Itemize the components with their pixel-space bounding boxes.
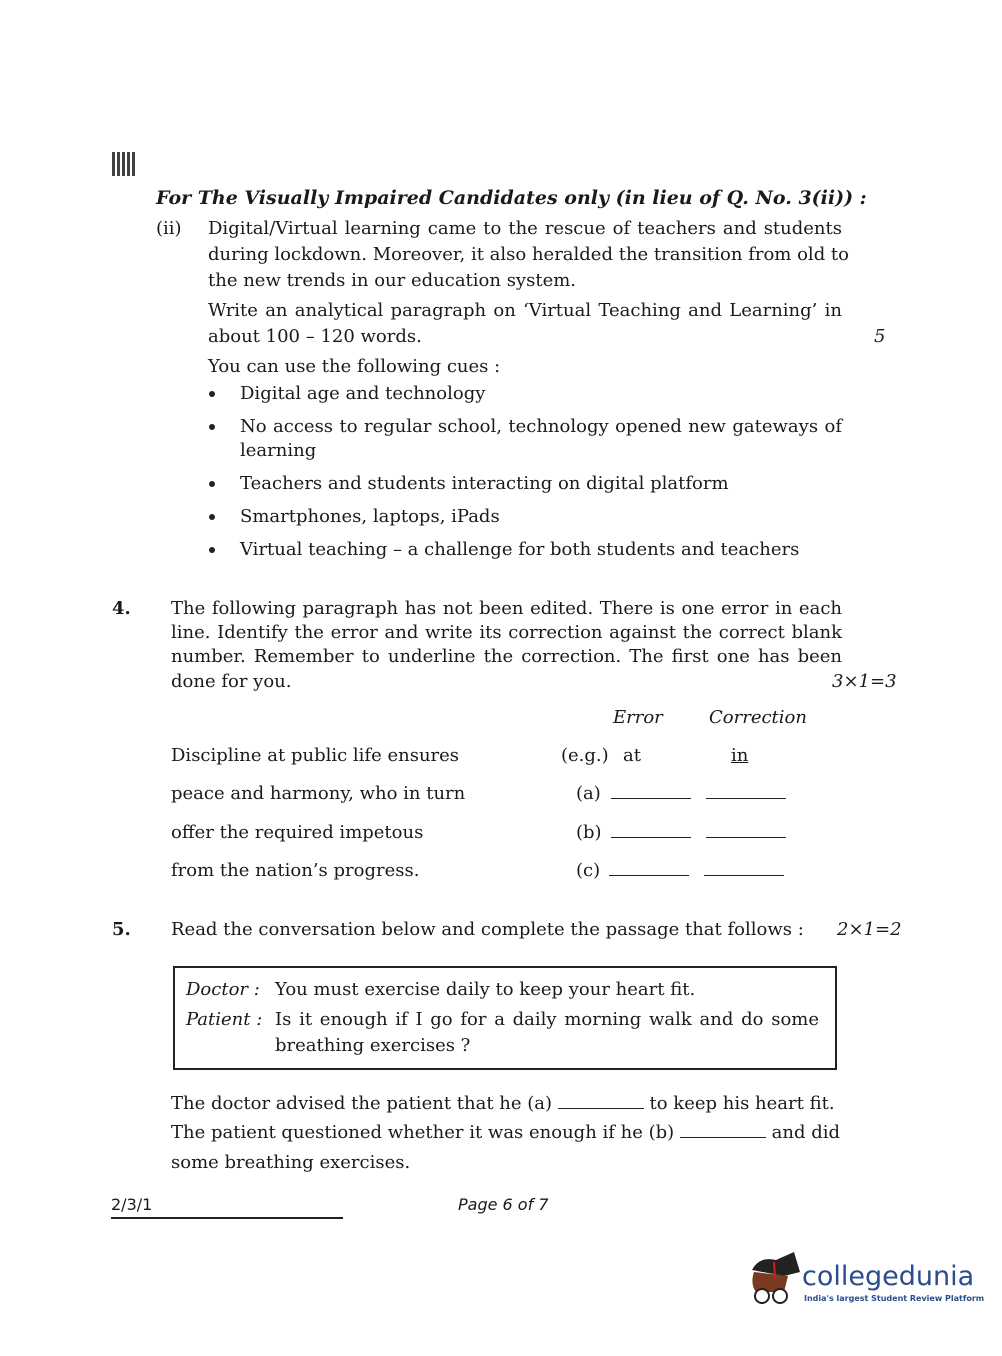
passage-text: The patient questioned whether it was enough if he (b) (171, 1122, 675, 1143)
footer-rule (111, 1217, 343, 1219)
passage-text: and did (771, 1122, 841, 1143)
bullet-icon (209, 547, 215, 553)
patient-label: Patient : (186, 1009, 263, 1030)
q3-line: the new trends in our education system. (208, 270, 577, 291)
correction-blank-a[interactable] (706, 784, 786, 799)
passage-line (171, 1093, 835, 1115)
paper-code: 2/3/1 (111, 1195, 153, 1214)
q3-task: about 100 – 120 words. (208, 326, 422, 347)
col-error: Error (613, 707, 663, 728)
error-blank-b[interactable] (611, 823, 691, 838)
doctor-label: Doctor : (186, 979, 260, 1000)
bullet-icon (209, 481, 215, 487)
q3-marks: 5 (874, 326, 886, 347)
passage-line: some breathing exercises. (171, 1152, 411, 1173)
bullet-icon (209, 514, 215, 520)
q5-intro: Read the conversation below and complete the passage that follows : (171, 919, 804, 940)
example-error: at (623, 745, 641, 766)
page-number: Page 6 of 7 (458, 1195, 549, 1214)
q4-line: line. Identify the error and write its correction against the correct blank (171, 622, 842, 643)
qr-code-icon (112, 152, 136, 176)
passage-text: to keep his heart fit. (649, 1093, 835, 1114)
cue-item: Virtual teaching – a challenge for both students and teachers (240, 539, 800, 560)
error-blank-a[interactable] (611, 784, 691, 799)
q4-marks: 3×1=3 (832, 671, 897, 692)
q4-line: The following paragraph has not been edited. There is one error in each (171, 598, 842, 619)
q3-line: during lockdown. Moreover, it also heralded the transition from old to (208, 244, 850, 265)
mascot-icon (744, 1250, 802, 1310)
blank-a[interactable] (558, 1094, 644, 1109)
q3-line: Digital/Virtual learning came to the rescue of teachers and students (208, 218, 842, 239)
error-blank-c[interactable] (609, 861, 689, 876)
example-correction: in (731, 745, 749, 766)
para-line: from the nation’s progress. (171, 860, 420, 881)
blank-b[interactable] (680, 1123, 766, 1138)
col-correction: Correction (709, 707, 807, 728)
q5-marks: 2×1=2 (837, 919, 902, 940)
para-line: peace and harmony, who in turn (171, 783, 466, 804)
doctor-line: You must exercise daily to keep your heart fit. (275, 979, 696, 1000)
correction-blank-b[interactable] (706, 823, 786, 838)
q5-number: 5. (112, 919, 131, 940)
row-label: (c) (576, 860, 601, 881)
passage-line (171, 1122, 840, 1144)
correction-blank-c[interactable] (704, 861, 784, 876)
logo-text: collegedunia (802, 1261, 975, 1292)
q3-task: Write an analytical paragraph on ‘Virtual Teaching and Learning’ in (208, 300, 842, 321)
para-line: offer the required impetous (171, 822, 424, 843)
collegedunia-logo (744, 1250, 985, 1310)
cue-item: Smartphones, laptops, iPads (240, 506, 500, 527)
q3-cue-intro: You can use the following cues : (208, 356, 501, 377)
para-line: Discipline at public life ensures (171, 745, 460, 766)
bullet-icon (209, 424, 215, 430)
row-label: (b) (576, 822, 602, 843)
patient-line: breathing exercises ? (275, 1035, 471, 1056)
q4-number: 4. (112, 598, 131, 619)
logo-tagline: India's largest Student Review Platform (804, 1294, 985, 1303)
q4-line: number. Remember to underline the correction. The first one has been (171, 646, 842, 667)
vi-heading: For The Visually Impaired Candidates only (in lieu of Q. No. 3(ii)) : (156, 187, 867, 209)
cue-item: Digital age and technology (240, 383, 486, 404)
q3-number: (ii) (156, 218, 182, 239)
row-label: (a) (576, 783, 601, 804)
passage-text: The doctor advised the patient that he (a) (171, 1093, 553, 1114)
q4-line: done for you. (171, 671, 292, 692)
bullet-icon (209, 391, 215, 397)
cue-item: Teachers and students interacting on digital platform (240, 473, 729, 494)
cue-item: learning (240, 440, 317, 461)
cue-item: No access to regular school, technology opened new gateways of (240, 416, 842, 437)
patient-line: Is it enough if I go for a daily morning walk and do some (275, 1009, 819, 1030)
row-label: (e.g.) (561, 745, 609, 766)
